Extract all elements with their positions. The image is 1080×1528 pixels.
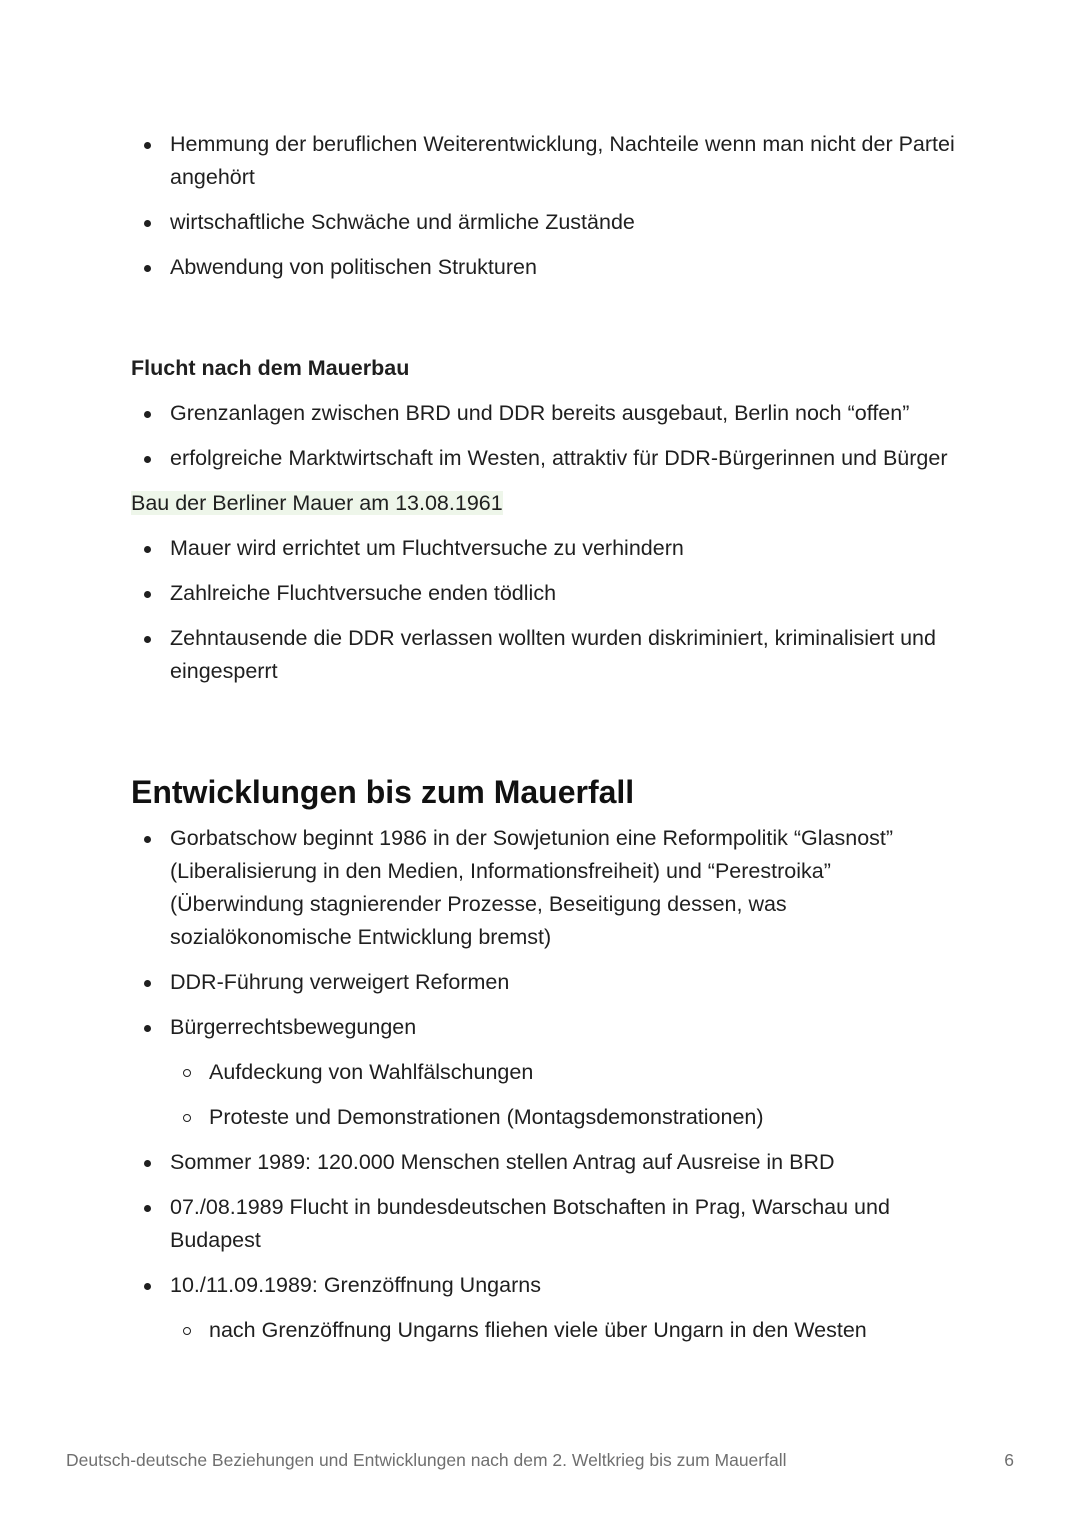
highlighted-line: [131, 487, 961, 520]
list-item-text: wirtschaftliche Schwäche und ärmliche Zustände: [170, 210, 635, 234]
bullet-icon: [144, 1160, 151, 1167]
sub-list-item-text: nach Grenzöffnung Ungarns fliehen viele über Ungarn in den Westen: [209, 1318, 867, 1342]
bullet-icon: [144, 1283, 151, 1290]
bullet-icon: [144, 591, 151, 598]
list-item: [131, 206, 961, 239]
list-item-text: Gorbatschow beginnt 1986 in der Sowjetunion eine Reformpolitik “Glasnost” (Liberalisierung in den Medien, Informationsfreiheit) und “Perestroika” (Überwindung stagnierender Prozesse, Beseitigung dessen, was sozialökonomische Entwicklung bremst): [170, 826, 894, 949]
list-item: [131, 442, 961, 475]
bullet-list-flucht: [131, 397, 961, 475]
bullet-list-mauer: [131, 532, 961, 688]
hollow-bullet-icon: [183, 1327, 191, 1335]
list-item-text: erfolgreiche Marktwirtschaft im Westen, attraktiv für DDR-Bürgerinnen und Bürger: [170, 446, 948, 470]
bullet-list-entwicklungen: [131, 822, 961, 1347]
list-item: [131, 532, 961, 565]
bullet-icon: [144, 142, 151, 149]
footer-title: Deutsch-deutsche Beziehungen und Entwicklungen nach dem 2. Weltkrieg bis zum Mauerfall: [66, 1450, 787, 1470]
list-item: [131, 966, 961, 999]
sub-list-item: [170, 1101, 961, 1134]
bullet-icon: [144, 220, 151, 227]
page-number: 6: [1004, 1450, 1014, 1470]
list-item-text: DDR-Führung verweigert Reformen: [170, 970, 510, 994]
bullet-icon: [144, 980, 151, 987]
bullet-icon: [144, 456, 151, 463]
section-heading: Entwicklungen bis zum Mauerfall: [131, 774, 635, 810]
list-item: [131, 397, 961, 430]
nested-list-container: [131, 1314, 961, 1347]
spacer: [131, 700, 961, 772]
sub-list-item: [170, 1056, 961, 1089]
hollow-bullet-icon: [183, 1069, 191, 1077]
bullet-icon: [144, 1025, 151, 1032]
sub-list-buergerrecht: [170, 1056, 961, 1134]
bullet-icon: [144, 636, 151, 643]
page-content: [131, 128, 961, 1359]
bullet-list-reasons: [131, 128, 961, 284]
list-item: [131, 1011, 961, 1044]
list-item: [131, 128, 961, 194]
spacer: [131, 296, 961, 352]
list-item-text: Hemmung der beruflichen Weiterentwicklung, Nachteile wenn man nicht der Partei angehört: [170, 132, 955, 189]
bullet-icon: [144, 411, 151, 418]
subheading-flucht: Flucht nach dem Mauerbau: [131, 356, 410, 380]
list-item: [131, 251, 961, 284]
sub-list-ungarn: [170, 1314, 961, 1347]
list-item: [131, 1269, 961, 1302]
bullet-icon: [144, 836, 151, 843]
list-item-text: 10./11.09.1989: Grenzöffnung Ungarns: [170, 1273, 541, 1297]
bullet-icon: [144, 265, 151, 272]
sub-list-item-text: Proteste und Demonstrationen (Montagsdemonstrationen): [209, 1105, 764, 1129]
hollow-bullet-icon: [183, 1114, 191, 1122]
list-item-text: 07./08.1989 Flucht in bundesdeutschen Botschaften in Prag, Warschau und Budapest: [170, 1195, 890, 1252]
list-item: [131, 622, 961, 688]
list-item: [131, 822, 961, 954]
list-item-text: Zehntausende die DDR verlassen wollten wurden diskriminiert, kriminalisiert und eingesperrt: [170, 626, 936, 683]
highlighted-text: Bau der Berliner Mauer am 13.08.1961: [131, 491, 503, 515]
sub-list-item: [170, 1314, 961, 1347]
list-item-text: Bürgerrechtsbewegungen: [170, 1015, 417, 1039]
list-item: [131, 577, 961, 610]
list-item-text: Sommer 1989: 120.000 Menschen stellen Antrag auf Ausreise in BRD: [170, 1150, 835, 1174]
bullet-icon: [144, 546, 151, 553]
bullet-icon: [144, 1205, 151, 1212]
page-footer: [66, 1448, 1014, 1472]
list-item: [131, 1146, 961, 1179]
list-item-text: Zahlreiche Fluchtversuche enden tödlich: [170, 581, 557, 605]
list-item-text: Abwendung von politischen Strukturen: [170, 255, 537, 279]
list-item-text: Grenzanlagen zwischen BRD und DDR bereits ausgebaut, Berlin noch “offen”: [170, 401, 910, 425]
list-item: [131, 1191, 961, 1257]
list-item-text: Mauer wird errichtet um Fluchtversuche zu verhindern: [170, 536, 684, 560]
sub-list-item-text: Aufdeckung von Wahlfälschungen: [209, 1060, 534, 1084]
nested-list-container: [131, 1056, 961, 1134]
